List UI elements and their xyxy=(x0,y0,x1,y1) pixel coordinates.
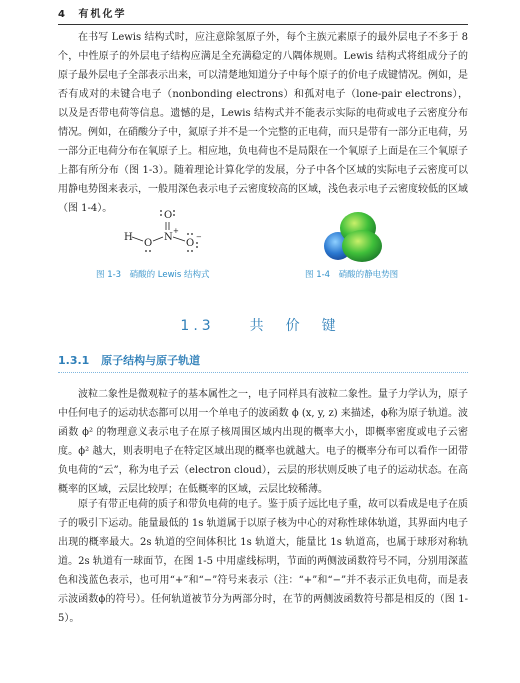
section-title: 共 价 键 xyxy=(249,318,340,334)
atom-o-top: O xyxy=(164,210,173,221)
running-header xyxy=(58,6,468,25)
subsection-heading xyxy=(58,352,468,368)
atom-n: N xyxy=(164,232,173,243)
subsection-divider xyxy=(58,372,468,373)
atom-h: H xyxy=(124,232,133,243)
page-number: 4 xyxy=(58,9,67,20)
atom-o-left: O xyxy=(144,238,153,249)
bond-n-o-right xyxy=(173,237,185,241)
subsection-number: 1.3.1 xyxy=(58,354,90,367)
lewis-structure-diagram xyxy=(122,202,212,262)
charge-plus: + xyxy=(173,227,179,235)
electrostatic-potential-map xyxy=(316,202,396,272)
bond-h-o xyxy=(132,237,143,241)
charge-minus: − xyxy=(196,233,202,241)
paragraph-wave-particle: 波粒二象性是微观粒子的基本属性之一，电子同样具有波粒二象性。量子力学认为，原子中任何电子的运动状态都可以用一个单电子的波函数 ϕ (x, y, z) 来描述，ϕ称为原子轨道。波函数 ϕ² 的物理意义表示电子在原子核周围区域内出现的概率大小，即概率密度或电子云密度。ϕ² 越大，则表明电子在特定区域出现的概率也就越大。电子的概率分布可以看作一团带负电荷的“云”，称为电子云（electron cloud），云层的形状则反映了电子的运动状态。在高概率的区域，云层比较厚；在低概率的区域，云层比较稀薄。 xyxy=(58,389,468,495)
figure-1-4-caption: 图 1-4 硝酸的静电势图 xyxy=(305,270,399,280)
paragraph-lewis-structure: 在书写 Lewis 结构式时，应注意除氢原子外，每个主族元素原子的最外层电子不多于 8 个，中性原子的外层电子结构应满足全充满稳定的八隅体规则。Lewis 结构式将组成分子的原子最外层电子全部表示出来，可以清楚地知道分子中每个原子的价电子成键情况。例如，是否有成对的未键合电子（nonbonding electrons）和孤对电子（lone-pair electrons），以及是否带电荷等信息。遗憾的是，Lewis 结构式并不能表示实际的电荷或电子云密度分布情况。例如，在硝酸分子中，氮原子并不是一个完整的正电荷，而只是带有一部分正电荷，另一部分正电荷分布在氧原子上。相应地，负电荷也不是局限在一个氧原子上面是在三个氧原子上都有所分布（图 1-3）。随着理论计算化学的发展，分子中各个区域的实际电子云密度可以用静电势图来表示，一般用深色表示电子云密度较高的区域，浅色表示电子云密度较低的区域（图 1-4）。 xyxy=(58,32,468,214)
book-title: 有机化学 xyxy=(78,9,127,20)
section-heading xyxy=(0,315,520,335)
bond-o-n xyxy=(153,237,163,241)
figure-1-3-caption: 图 1-3 硝酸的 Lewis 结构式 xyxy=(96,270,210,280)
paragraph-orbitals: 原子有带正电荷的质子和带负电荷的电子。鉴于质子远比电子重，故可以看成是电子在质子的吸引下运动。能量最低的 1s 轨道属于以原子核为中心的对称性球体轨道，其界面内电子出现的概率最大。2s 轨道的空间体积比 1s 轨道大，能量比 1s 轨道高，也属于球形对称轨道。2s 轨道有一球面节，在图 1-5 中用虚线标明，节面的两侧波函数符号不同，分别用深蓝色和浅蓝色表示，也可用“+”和“−”符号来表示（注：“+”和“−”并不表示正负电荷，而是表示波函数ϕ的符号）。任何轨道被节分为两部分时，在节的两侧波函数符号都是相反的（图 1-5）。 xyxy=(58,499,468,624)
section-number: 1.3 xyxy=(180,318,215,334)
atom-o-right: O xyxy=(186,238,195,249)
subsection-title: 原子结构与原子轨道 xyxy=(101,354,201,367)
esp-green-lobe-bottom xyxy=(342,230,382,262)
